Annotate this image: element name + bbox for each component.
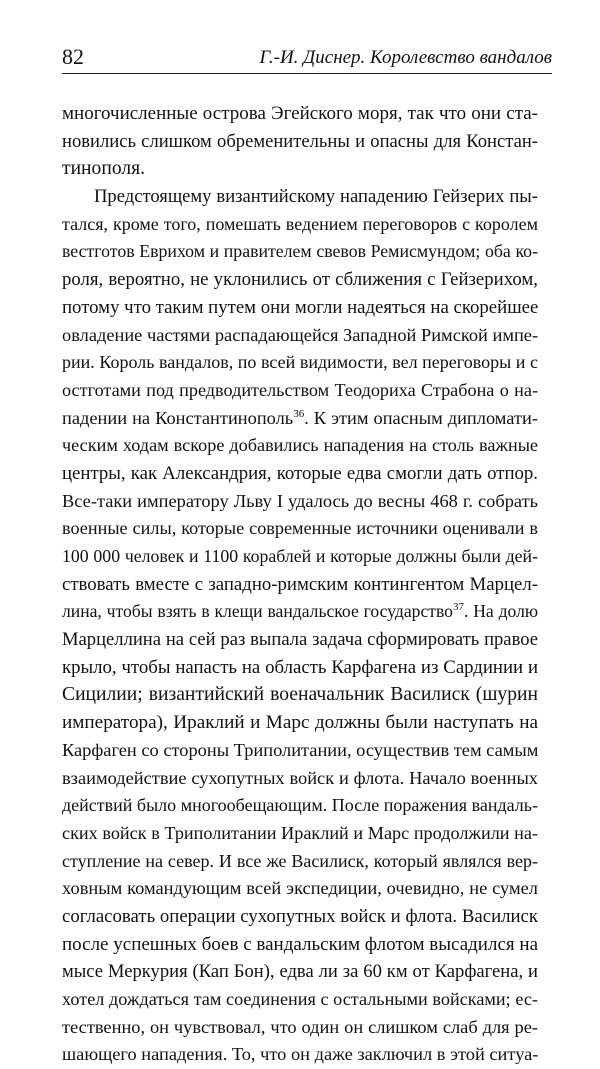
- text-line: ских войск в Триполитании Ираклий и Марс продолжили на-: [62, 822, 538, 843]
- text-line: тинополя.: [62, 158, 146, 180]
- paragraph-2: [62, 183, 538, 1069]
- text-fragment: лина, чтобы взять в клещи вандальское государство: [62, 601, 453, 622]
- text-line: Предстоящему византийскому нападению Гейзерих пы-: [94, 186, 538, 208]
- text-line: ствовать вместе с западно-римским контингентом Марцел-: [62, 573, 538, 595]
- text-line: военные силы, которые современные источники оценивали в: [62, 518, 538, 539]
- header-rule: [62, 73, 552, 74]
- text-line: вестготов Еврихом и правителем свевов Ремисмундом; оба ко-: [62, 241, 538, 262]
- text-line: роля, вероятно, не уклонились от сближения с Гейзерихом,: [62, 269, 538, 291]
- text-line: тался, кроме того, помешать ведением переговоров с королем: [62, 213, 538, 234]
- text-fragment: . К этим опасным дипломати-: [304, 407, 538, 428]
- text-line: 100 000 человек и 1100 кораблей и которые должны были дей-: [62, 546, 538, 566]
- text-line: центры, как Александрия, которые едва смогли дать отпор.: [62, 462, 538, 484]
- text-line: потому что таким путем они могли надеяться на скорейшее: [62, 296, 539, 318]
- footnote-ref-36[interactable]: 36: [293, 407, 305, 420]
- running-title: Г.-И. Диснер. Королевство вандалов: [259, 47, 552, 68]
- text-line: действий было многообещающим. После поражения вандаль-: [62, 795, 538, 816]
- text-line: новились слишком обременительны и опасны для Констан-: [62, 130, 538, 152]
- text-line: Сицилии; византийский военачальник Василиск (шурин: [62, 684, 538, 706]
- text-line-with-footnote: [62, 598, 538, 626]
- page-header: [62, 40, 552, 74]
- text-line: крыло, чтобы напасть на область Карфагена из Сардинии и: [62, 656, 538, 678]
- footnote-ref-37[interactable]: 37: [452, 601, 464, 614]
- text-line: мысе Меркурия (Кап Бон), едва ли за 60 км от Карфагена, и: [62, 961, 538, 983]
- text-line: шающего нападения. То, что он даже заключил в этой ситуа-: [62, 1044, 539, 1065]
- text-line: императора), Ираклий и Марс должны были наступать на: [62, 712, 538, 734]
- text-line: Все-таки императору Льву I удалось до весны 468 г. собрать: [62, 490, 538, 511]
- text-line: хотел дождаться там соединения с остальными войсками; ес-: [62, 989, 538, 1009]
- text-line: взаимодействие сухопутных войск и флота. Начало военных: [62, 767, 538, 788]
- text-line: овладение частями распадающейся Западной Римской импе-: [62, 324, 539, 345]
- text-line: ческим ходам вскоре добавились нападения на столь важные: [62, 435, 538, 456]
- page-number: 82: [62, 44, 84, 69]
- paragraph-1: [62, 100, 538, 183]
- text-line: после успешных боев с вандальским флотом высадился на: [62, 933, 538, 955]
- text-line: ступление на север. И все же Василиск, который являлся вер-: [62, 850, 538, 871]
- text-line: остготами под предводительством Теодориха Страбона о на-: [62, 379, 538, 400]
- text-line: тественно, он чувствовал, что один он слишком слаб для ре-: [62, 1016, 538, 1037]
- text-fragment: падении на Константинополь: [62, 407, 294, 428]
- text-line: Карфаген со стороны Триполитании, осуществив тем самым: [62, 739, 539, 760]
- text-fragment: . На долю: [463, 601, 539, 622]
- text-line: согласовать операции сухопутных войск и флота. Василиск: [62, 905, 538, 927]
- text-line: многочисленные острова Эгейского моря, так что они ста-: [62, 103, 538, 124]
- text-line: Марцеллина на сей раз выпала задача сформировать правое: [62, 629, 538, 651]
- text-line: ховным командующим всей экспедиции, очевидно, не сумел: [62, 878, 538, 899]
- body-text: [62, 100, 538, 1069]
- text-line-with-footnote: [62, 405, 538, 433]
- text-line: рии. Король вандалов, по всей видимости, вел переговоры и с: [62, 352, 538, 373]
